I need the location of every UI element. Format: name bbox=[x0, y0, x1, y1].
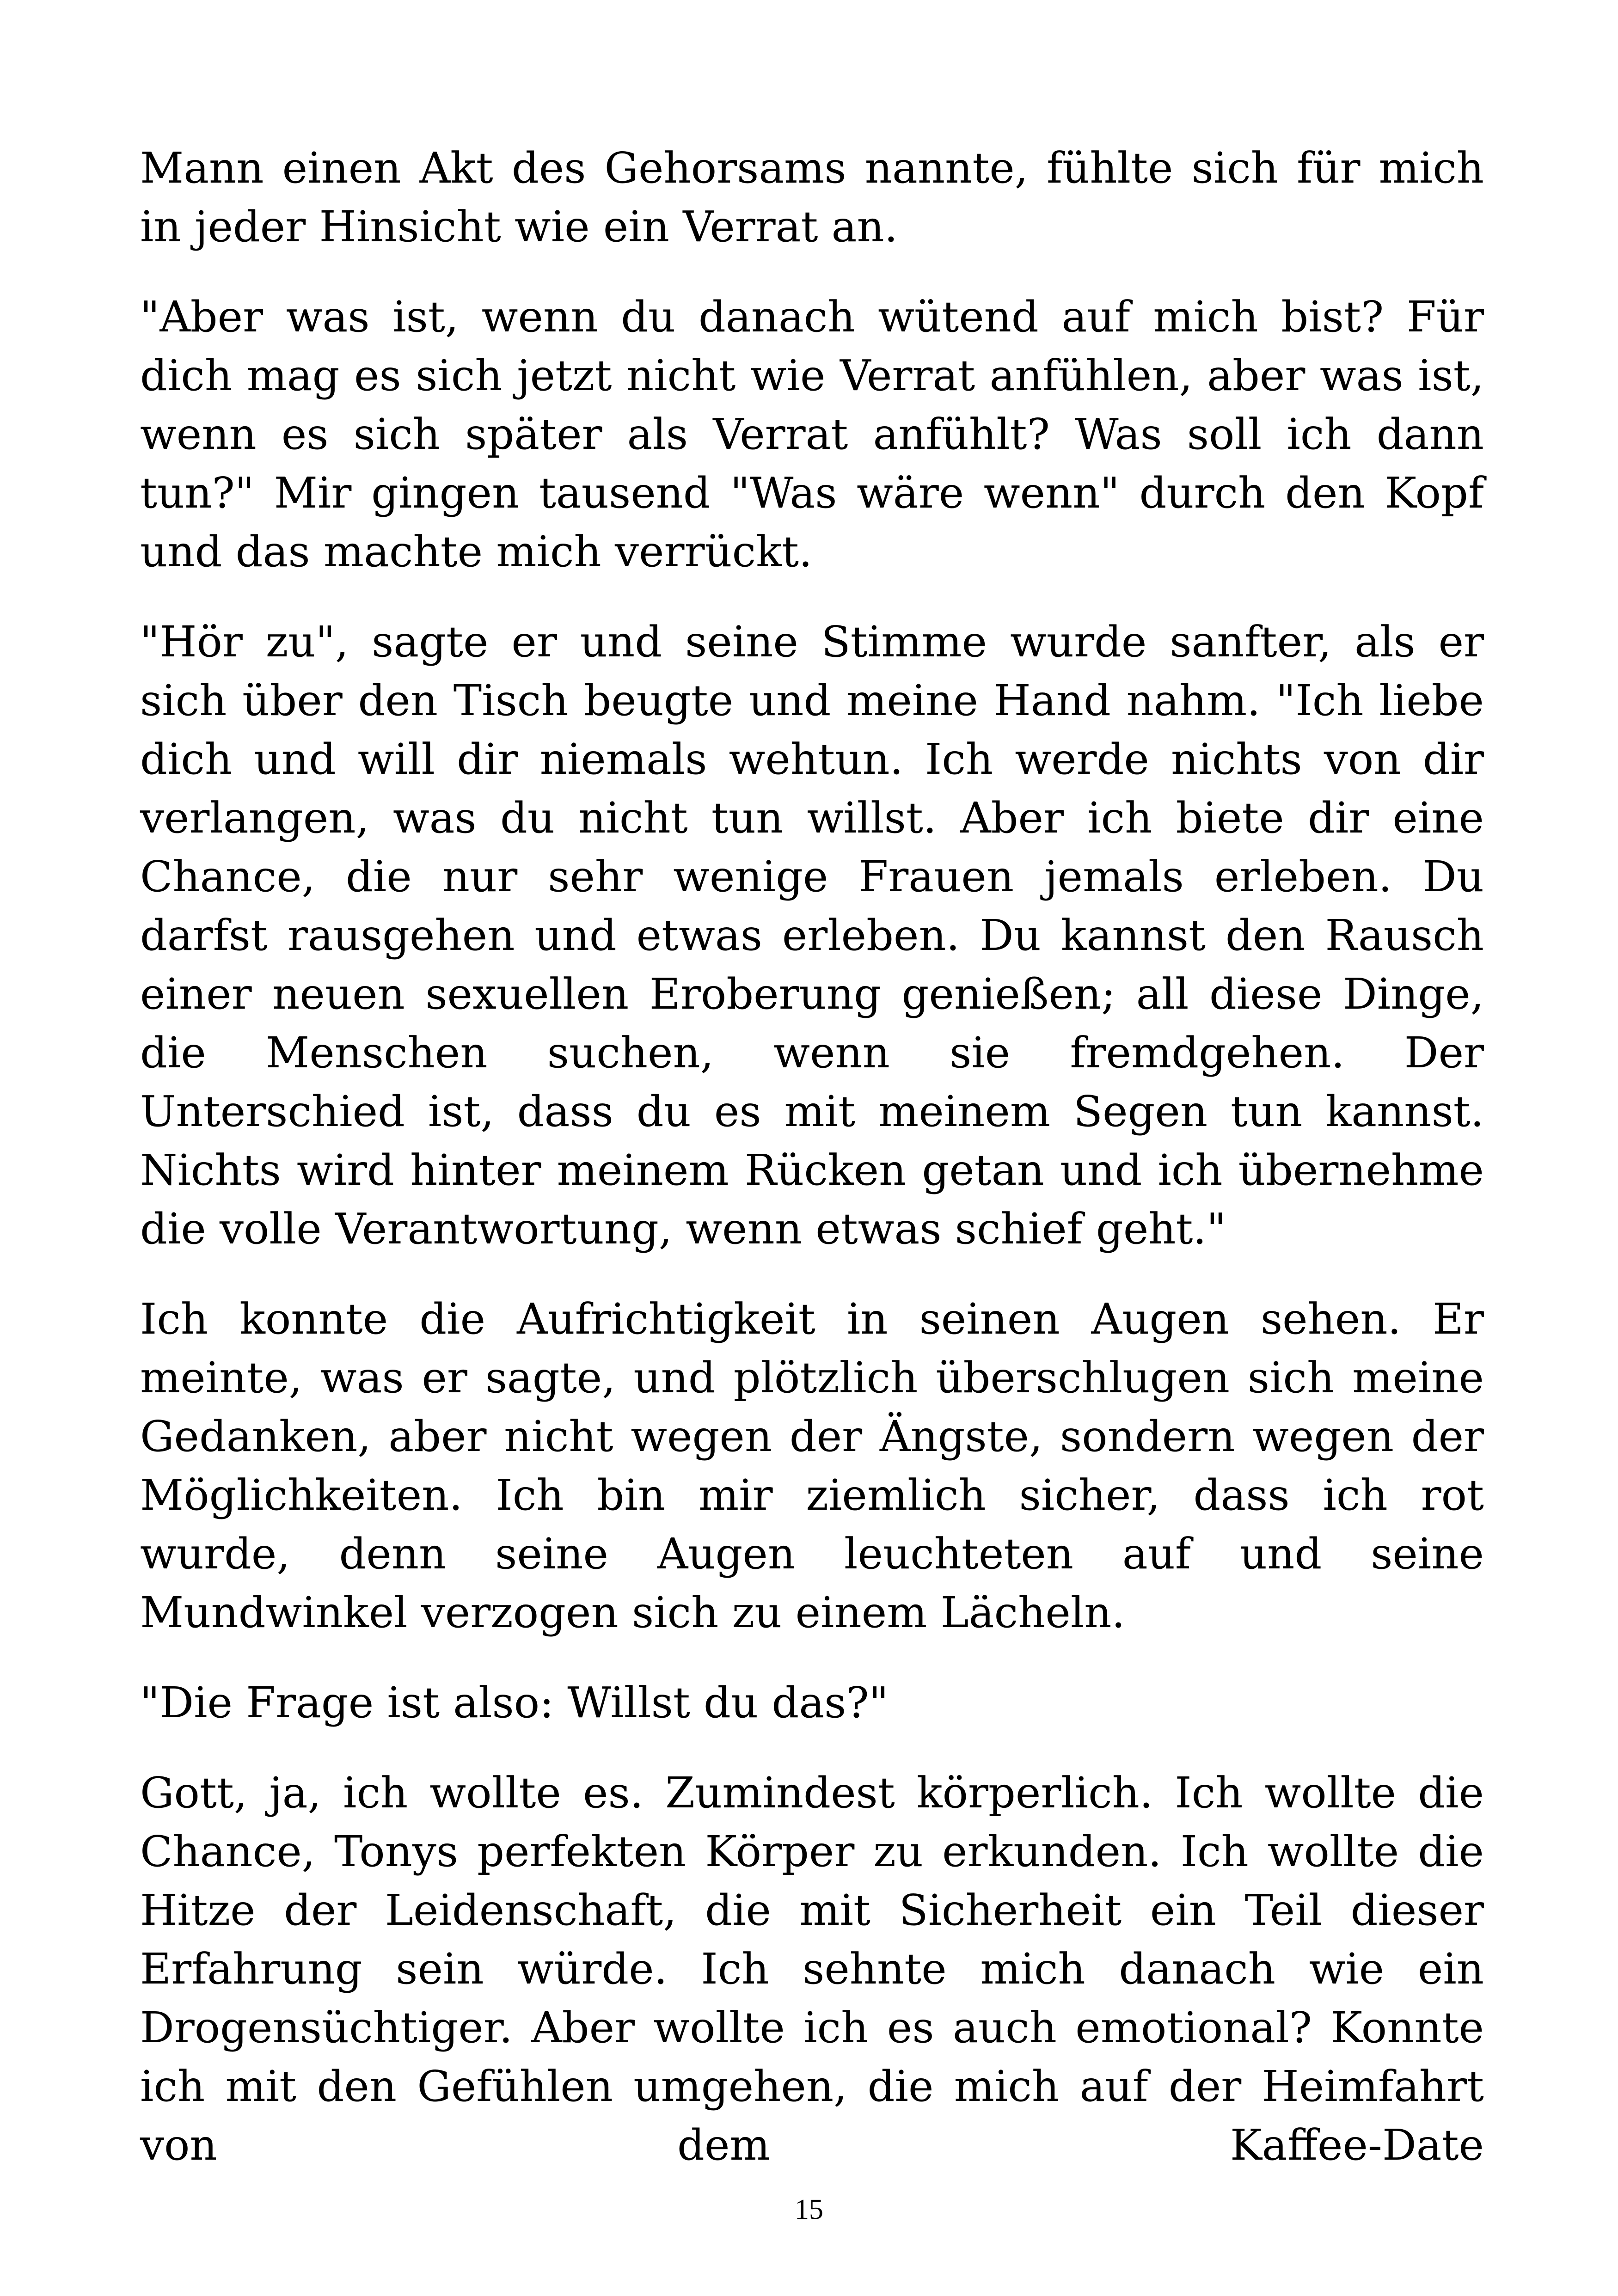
paragraph-2: "Aber was ist, wenn du danach wütend auf mich bist? Für dich mag es sich jetzt nicht wie Verrat anfühlen, aber was ist, wenn es sich später als Verrat anfühlt? Was soll ich dann tun?" Mir gingen tausend "Was wäre wenn" durch den Kopf und das machte mich verrückt. bbox=[140, 292, 1484, 576]
paragraph-4: Ich konnte die Aufrichtigkeit in seinen Augen sehen. Er meinte, was er sagte, und plötzlich überschlugen sich meine Gedanken, aber nicht wegen der Ängste, sondern wegen der Möglichkeiten. Ich bin mir ziemlich sicher, dass ich rot wurde, denn seine Augen leuchteten auf und seine Mundwinkel verzogen sich zu einem Lächeln. bbox=[140, 1294, 1484, 1637]
page-number: 15 bbox=[795, 2194, 823, 2225]
paragraph-3: "Hör zu", sagte er und seine Stimme wurde sanfter, als er sich über den Tisch beugte und meine Hand nahm. "Ich liebe dich und will dir niemals wehtun. Ich werde nichts von dir verlangen, was du nicht tun willst. Aber ich biete dir eine Chance, die nur sehr wenige Frauen jemals erleben. Du darfst rausgehen und etwas erleben. Du kannst den Rausch einer neuen sexuellen Eroberung genießen; all diese Dinge, die Menschen suchen, wenn sie fremdgehen. Der Unterschied ist, dass du es mit meinem Segen tun kannst. Nichts wird hinter meinem Rücken getan und ich übernehme die volle Verantwortung, wenn etwas schief geht." bbox=[140, 617, 1484, 1254]
paragraph-6: Gott, ja, ich wollte es. Zumindest körperlich. Ich wollte die Chance, Tonys perfekten Körper zu erkunden. Ich wollte die Hitze der Leidenschaft, die mit Sicherheit ein Teil dieser Erfahrung sein würde. Ich sehnte mich danach wie ein Drogensüchtiger. Aber wollte ich es auch emotional? Konnte ich mit den Gefühlen umgehen, die mich auf der Heimfahrt von dem Kaffee-Date bbox=[140, 1768, 1484, 2170]
body-text bbox=[140, 139, 1484, 2206]
paragraph-1: Mann einen Akt des Gehorsams nannte, fühlte sich für mich in jeder Hinsicht wie ein Verrat an. bbox=[140, 143, 1484, 251]
paragraph-5: "Die Frage ist also: Willst du das?" bbox=[140, 1678, 889, 1727]
